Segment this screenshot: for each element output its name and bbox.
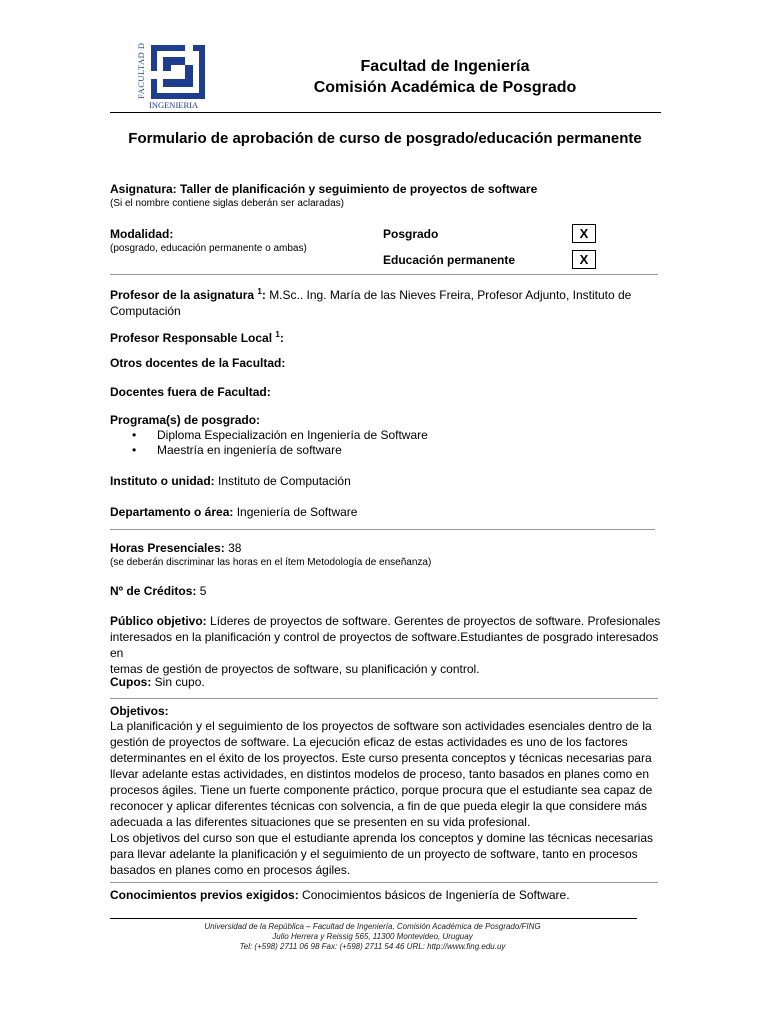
divider: [110, 882, 658, 883]
faculty-name: Facultad de Ingeniería: [360, 58, 530, 75]
publico-row: [110, 613, 662, 677]
profesor-label: Profesor de la asignatura: [110, 288, 255, 302]
instituto-value: Instituto de Computación: [218, 474, 351, 488]
profesor-local-row: Profesor Responsable Local $^1$:: [110, 330, 284, 345]
divider: [110, 529, 655, 530]
asignatura-note: (Si el nombre contiene siglas deberán ser aclaradas): [110, 198, 345, 209]
programa-item: • Maestría en ingeniería de software: [110, 443, 660, 458]
profesor-value-line1: M.Sc.. Ing. María de las Nieves Freira, Profesor Adjunto, Instituto de: [269, 288, 632, 302]
cupos-value: Sin cupo.: [154, 675, 205, 689]
conocimientos-row: [110, 887, 662, 903]
objetivos-label: Objetivos:: [110, 704, 169, 718]
profesor-value-line2: Computación: [110, 304, 181, 318]
modalidad-label: Modalidad:: [110, 227, 174, 241]
modalidad-note: (posgrado, educación permanente o ambas): [110, 243, 307, 254]
logo-text-top: FACULTAD DE: [136, 43, 146, 99]
option-educacion-checkbox[interactable]: X: [572, 250, 596, 269]
horas-value: 38: [228, 541, 242, 555]
instituto-label: Instituto o unidad:: [110, 474, 215, 488]
footer-line1: Universidad de la República – Facultad de Ingeniería, Comisión Académica de Posgrado/FING: [204, 922, 541, 931]
creditos-label: Nº de Créditos:: [110, 584, 197, 598]
publico-label: Público objetivo:: [110, 614, 207, 628]
asignatura-label: Asignatura:: [110, 182, 177, 196]
logo-text-bottom: INGENIERIA: [149, 100, 199, 110]
profesor-local-label: Profesor Responsable Local: [110, 331, 273, 345]
objetivos-text: [110, 718, 662, 878]
departamento-value: Ingeniería de Software: [236, 505, 358, 519]
programa-item: • Diploma Especialización en Ingeniería de Software: [110, 428, 660, 443]
asignatura-row: [110, 181, 670, 197]
programas-list: [110, 428, 660, 458]
cupos-label: Cupos:: [110, 675, 152, 689]
objetivos-line: determinantes en el éxito de los proyectos. Este curso presenta conceptos y técnicas necesarias para: [110, 751, 652, 765]
publico-line3: temas de gestión de proyectos de software, su planificación y control.: [110, 662, 480, 676]
form-title: Formulario de aprobación de curso de posgrado/educación permanente: [128, 130, 642, 147]
objetivos-line: basados en planes como en procesos ágiles.: [110, 863, 351, 877]
conocimientos-label: Conocimientos previos exigidos:: [110, 888, 299, 902]
objetivos-line: llevar adelante estas actividades, en distintos modelos de proceso, tanto basados en planes como en: [110, 767, 650, 781]
horas-row: [110, 540, 662, 556]
objetivos-line: adecuada a las diferentes situaciones que se presenten en su vida profesional.: [110, 815, 531, 829]
departamento-label: Departamento o área:: [110, 505, 234, 519]
objetivos-line: procesos ágiles. Tiene un fuerte componente práctico, porque procura que el estudiante sea capaz de: [110, 783, 653, 797]
footer: [150, 922, 595, 952]
creditos-row: [110, 583, 662, 599]
publico-line1: Líderes de proyectos de software. Gerentes de proyectos de software. Profesionales: [210, 614, 661, 628]
conocimientos-value: Conocimientos básicos de Ingeniería de Software.: [302, 888, 570, 902]
option-posgrado-label: Posgrado: [383, 227, 439, 241]
publico-line2: interesados en la planificación y control de proyectos de software.Estudiantes de posgrado interesados en: [110, 630, 659, 660]
footer-line3: Tel: (+598) 2711 06 98 Fax: (+598) 2711 54 46 URL: http://www.fing.edu.uy: [239, 942, 506, 951]
objetivos-line: La planificación y el seguimiento de los proyectos de software son actividades esenciales dentro de la: [110, 719, 652, 733]
footer-line2: Julio Herrera y Reissig 565, 11300 Montevideo, Uruguay: [272, 932, 473, 941]
objetivos-line: Los objetivos del curso son que el estudiante aprenda los conceptos y domine las técnicas necesarias: [110, 831, 653, 845]
cupos-row: [110, 674, 662, 690]
creditos-value: 5: [199, 584, 207, 598]
horas-label: Horas Presenciales:: [110, 541, 225, 555]
option-educacion-label: Educación permanente: [383, 253, 516, 267]
objetivos-line: gestión de proyectos de software. La ejecución eficaz de estas actividades es uno de los factores: [110, 735, 628, 749]
option-posgrado-checkbox[interactable]: X: [572, 224, 596, 243]
faculty-logo: [135, 43, 207, 110]
commission-name: Comisión Académica de Posgrado: [313, 79, 577, 96]
departamento-row: [110, 504, 662, 520]
profesor-row: Profesor de la asignatura $^1$: M.Sc.. Ing. María de las Nieves Freira, Profesor Adjunto, Instituto de Computación: [110, 287, 632, 318]
otros-docentes-label: Otros docentes de la Facultad:: [110, 356, 286, 370]
programas-label: Programa(s) de posgrado:: [110, 413, 261, 427]
objetivos-line: reconocer y aplicar diferentes técnicas con solvencia, a fin de que pueda elegir la que considere más: [110, 799, 647, 813]
divider: [110, 698, 658, 699]
profesor-footnote: 1: [257, 287, 262, 296]
docentes-fuera-label: Docentes fuera de Facultad:: [110, 385, 271, 399]
profesor-local-footnote: 1: [275, 330, 280, 339]
instituto-row: [110, 473, 662, 489]
divider: [110, 274, 658, 275]
footer-divider: [110, 918, 637, 919]
header-divider: [110, 112, 661, 113]
asignatura-value: Taller de planificación y seguimiento de proyectos de software: [180, 182, 538, 196]
horas-note: (se deberán discriminar las horas en el ítem Metodología de enseñanza): [110, 557, 432, 568]
objetivos-line: para llevar adelante la planificación y el seguimiento de un proyecto de software, tanto en procesos: [110, 847, 638, 861]
